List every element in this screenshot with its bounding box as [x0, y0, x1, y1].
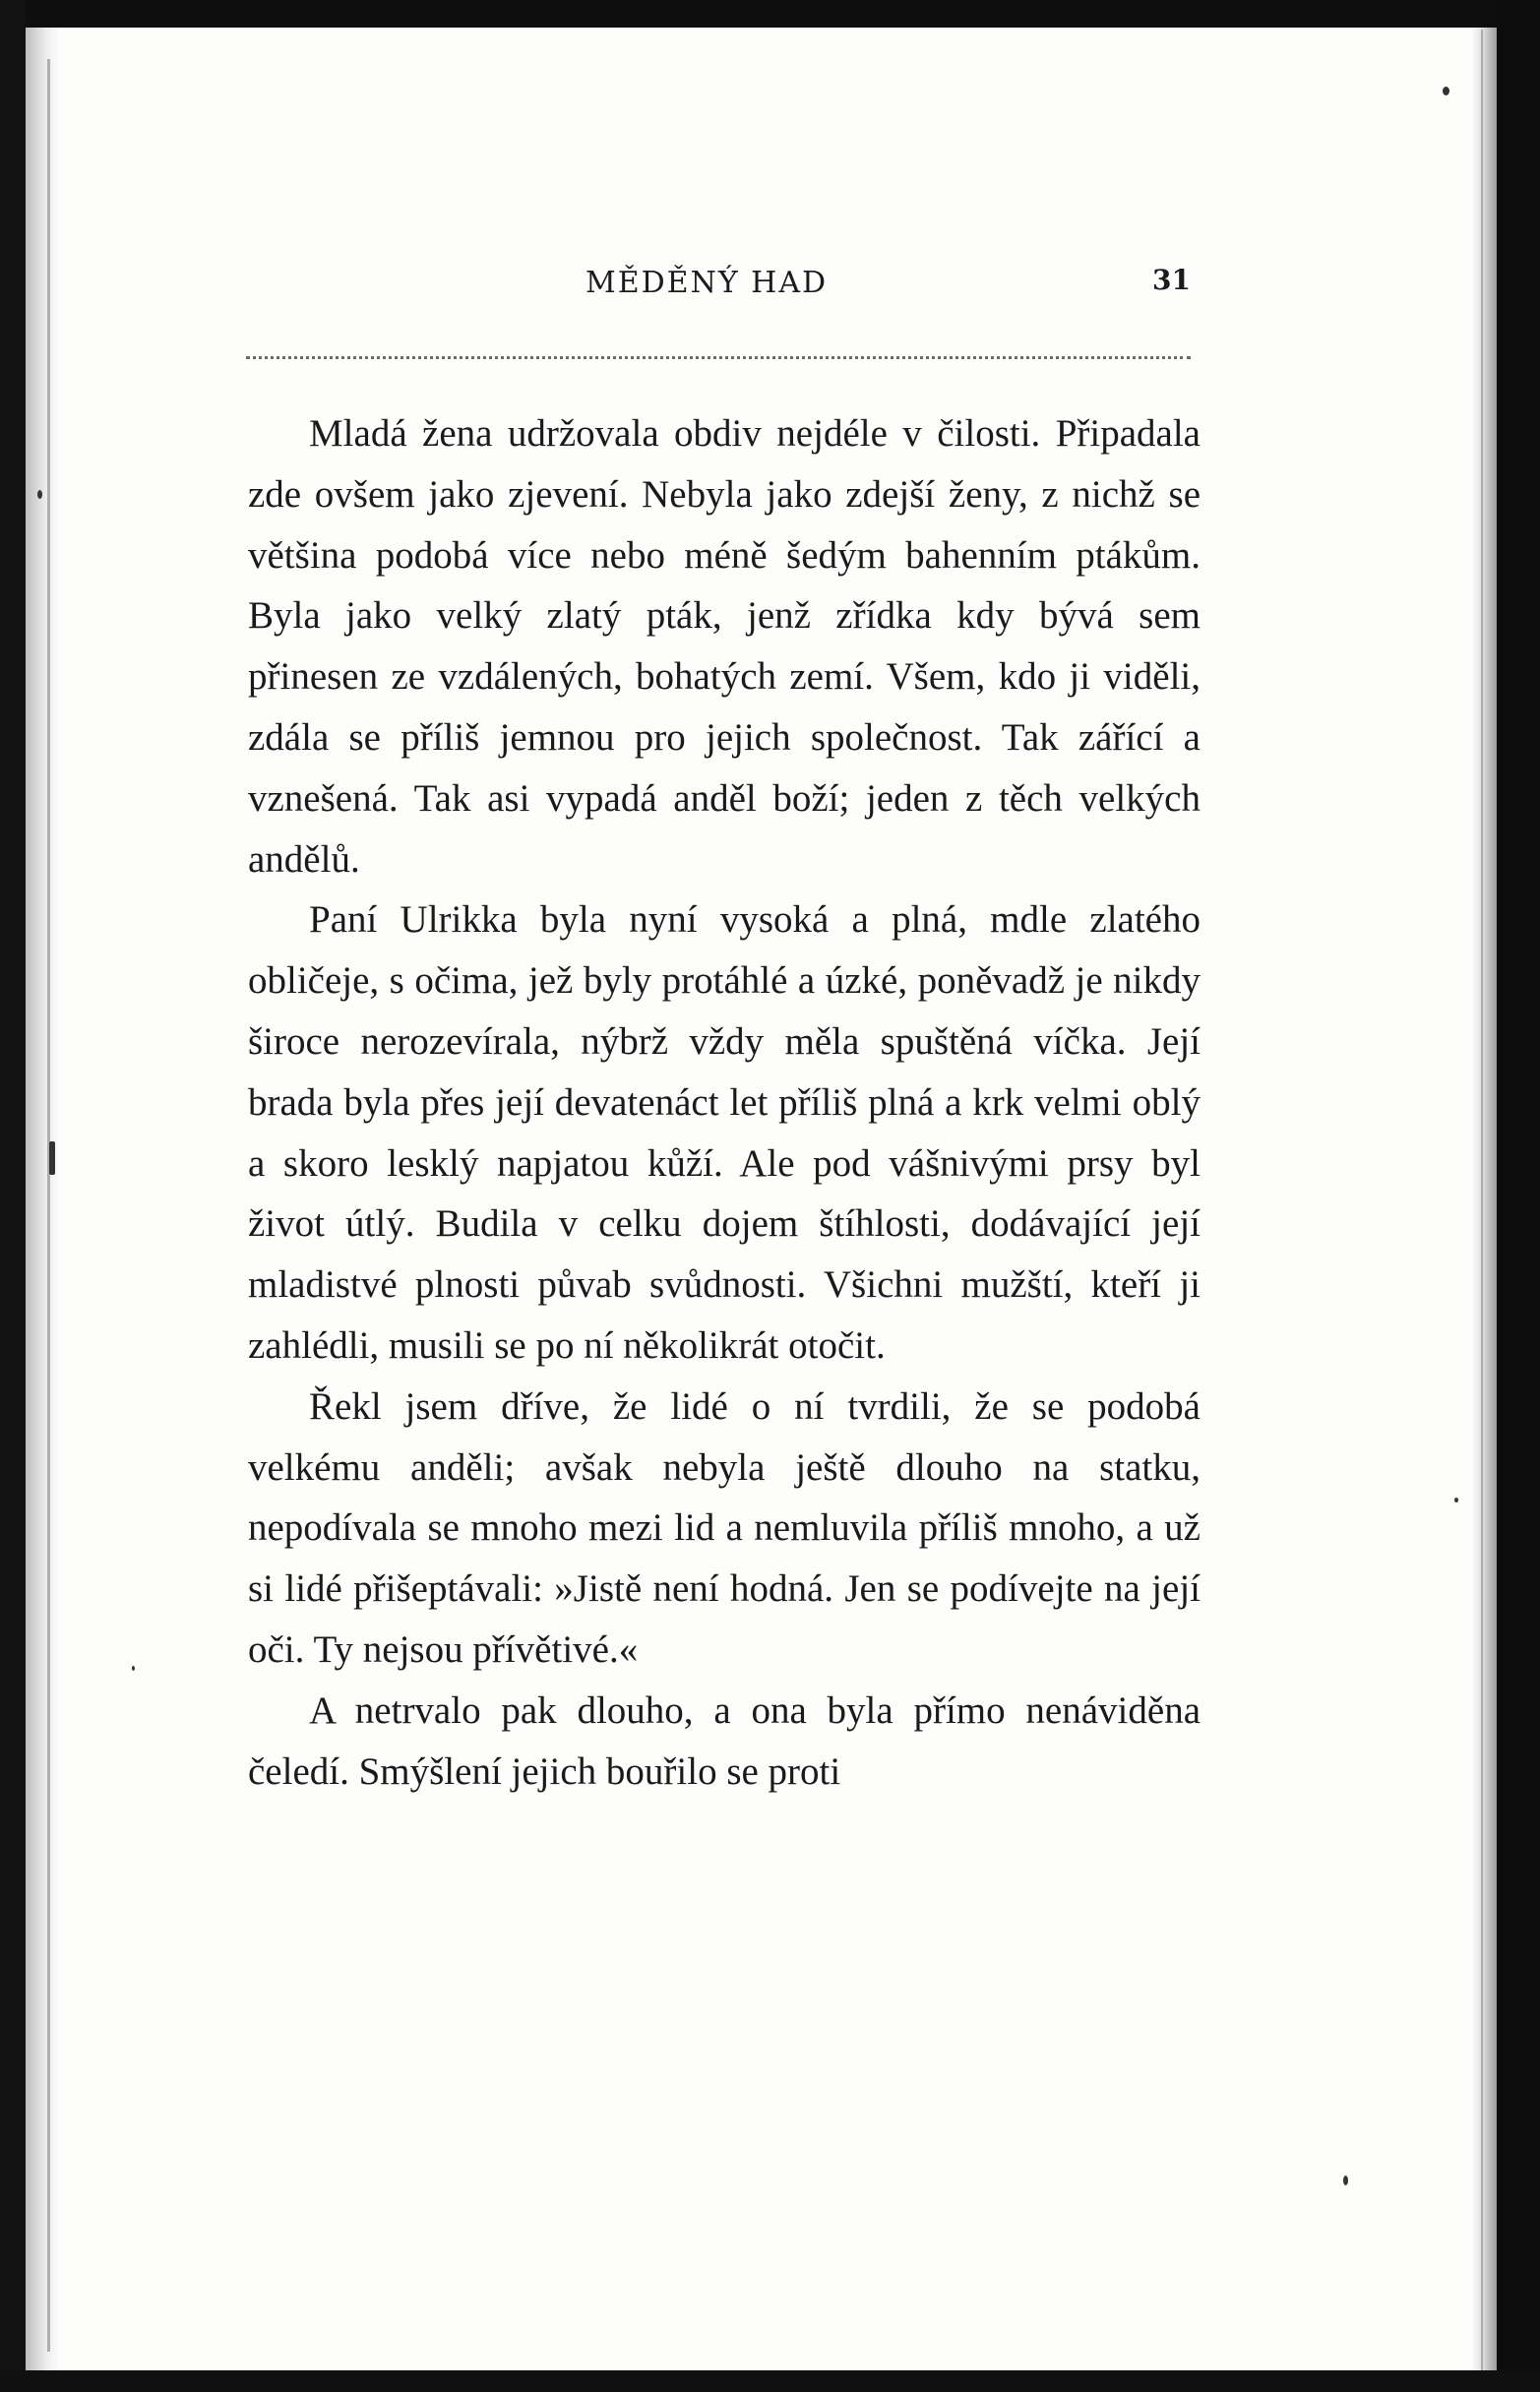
scan-border-left: [0, 0, 26, 2392]
body-text: [248, 403, 1201, 1802]
dust-speck: [1454, 1498, 1458, 1503]
dust-speck: [1343, 2176, 1348, 2185]
dust-speck: [37, 490, 42, 499]
scan-border-top: [0, 0, 1540, 28]
header-dotted-rule: [246, 356, 1191, 359]
paragraph: Mladá žena udržovala obdiv nejdéle v čilosti. Připadala zde ovšem jako zjevení. Nebyla jako zdejší ženy, z nichž se většina podobá více nebo méně šedým bahenním ptákům. Byla jako velký zlatý pták, jenž zřídka kdy bývá sem přinesen ze vzdálených, bohatých zemí. Všem, kdo ji viděli, zdála se příliš jemnou pro jejich společnost. Tak zářící a vznešená. Tak asi vypadá anděl boží; jeden z těch velkých andělů.: [248, 412, 1201, 881]
scan-border-right: [1497, 0, 1540, 2392]
paragraph: Řekl jsem dříve, že lidé o ní tvrdili, že se podobá velkému anděli; avšak nebyla ještě dlouho na statku, nepodívala se mnoho mezi lid a nemluvila příliš mnoho, a už si lidé přišeptávali: »Jistě není hodná. Jen se podívejte na její oči. Ty nejsou přívětivé.«: [248, 1384, 1201, 1671]
page-number: 31: [1152, 264, 1191, 296]
binding-edge-line: [47, 59, 50, 2352]
running-header: [246, 266, 1191, 305]
running-title: MĚDĚNÝ HAD: [585, 266, 829, 300]
scan-border-bottom: [0, 2370, 1540, 2392]
page-edge-line: [1481, 30, 1483, 2370]
binding-shadow: [26, 28, 59, 2370]
dust-speck: [49, 1141, 55, 1175]
dust-speck: [132, 1666, 135, 1671]
paragraph: Paní Ulrikka byla nyní vysoká a plná, mdle zlatého obličeje, s očima, jež byly protáhlé a úzké, poněvadž je nikdy široce nerozevírala, nýbrž vždy měla spuštěná víčka. Její brada byla přes její devatenáct let příliš plná a krk velmi oblý a skoro lesklý napjatou kůží. Ale pod vášnivými prsy byl život útlý. Budila v celku dojem štíhlosti, dodávající její mladistvé plnosti půvab svůdnosti. Všichni mužští, kteří ji zahlédli, musili se po ní několikrát otočit.: [248, 898, 1201, 1367]
page-edge-shadow: [1471, 28, 1497, 2370]
paragraph: A netrvalo pak dlouho, a ona byla přímo nenáviděna čeledí. Smýšlení jejich bouřilo se proti: [248, 1688, 1201, 1793]
dust-speck: [1443, 87, 1449, 95]
